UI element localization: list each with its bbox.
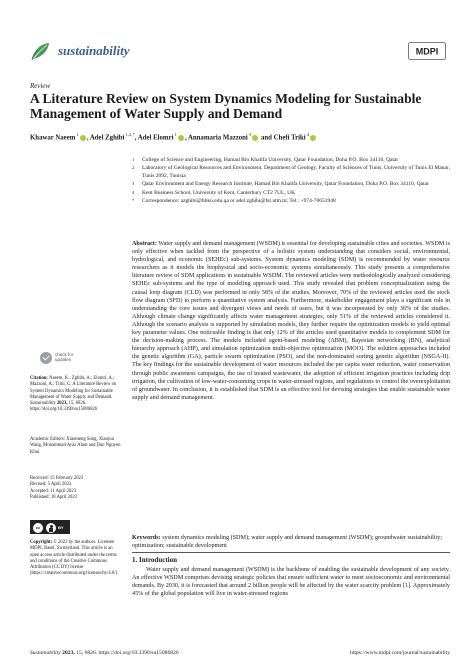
dates-block	[30, 476, 122, 501]
citation-text: Naeem, K.; Zghibi, A.; Elomri, A.; Mazzoni, A.; Triki, C. A Literature Review on System Dynamics Modeling for Sustainable Management of Water Supply and Demand.	[30, 376, 117, 400]
affiliation-number: *	[132, 198, 135, 204]
academic-editors	[30, 437, 122, 456]
footer-url[interactable]: https://www.mdpi.com/journal/sustainability	[349, 650, 450, 656]
editors-label: Academic Editors:	[30, 437, 66, 442]
affiliation-number: 2	[132, 165, 135, 171]
affiliation-item	[132, 198, 452, 205]
citation-year: 2023,	[56, 401, 68, 407]
affiliation-number: 4	[132, 189, 135, 195]
mdpi-logo	[408, 42, 446, 60]
footer-journal: Sustainability	[30, 650, 61, 656]
citation-rest[interactable]: 15, 6826. https://doi.org/10.3390/su15086826	[30, 401, 98, 413]
affiliations	[132, 157, 452, 207]
copyright-label: Copyright:	[30, 540, 53, 545]
abstract-text: Water supply and demand management (WSDM) is essential for developing sustainable cities and societies. WSDM is only effective when tackled from the perspective of a holistic system understanding that considers social, environmental, hydrological, and economic (SEHEc) sub-systems. System dynamics modeling (SDM) is recommended by water resource researchers as it models the biophysical and socio-economic systems simultaneously. This study presents a comprehensive literature review of SDM applications in sustainable WSDM. The reviewed articles were methodologically analyzed considering SEHEc sub-systems and the type of modeling approach used. This study revealed that problem conceptualization using the causal loop diagram (CLD) was performed in only 58% of the studies. Moreover, 70% of the reviewed articles used the stock flow diagram (SFD) to perform a quantitative system analysis. Furthermore, stakeholder engagement plays a significant role in understanding the core issues and divergent views and needs of users, but it was incorporated by only 36% of the studies. Although climate change significantly affects water management strategies, only 51% of the reviewed articles considered it. Although the scenario analysis is supported by simulation models, they further require the optimization models to yield optimal key parameter values. One noticeable finding is that only 12% of the articles used quantitative models to complement SDM for the decision-making process. The models included agent-based modeling (ABM), Bayesian networking (BN), analytical hierarchy approach (AHP), and simulation optimization multi-objective optimization (MOO). The solution approaches included the genetic algorithm (GA), particle swarm optimization (PSO), and the non-dominated sorting genetic algorithm (NSGA-II). The key findings for the sustainable development of water resources included the per capita water reduction, water conservation through public awareness campaigns, the use of treated wastewater, the adoption of efficient irrigation practices including drip irrigation, the cultivation of low-water-consuming crops in water-stressed regions, and regulations to control the overexploitation of groundwater. In conclusion, it is established that SDM is an effective tool for devising strategies that enable sustainable water supply and demand management.	[132, 241, 450, 401]
keywords-text: system dynamics modeling (SDM); water supply and demand management (WSDM); groundwater sustainability; optimization; sustainable development	[132, 535, 443, 550]
received-date: Received: 15 February 2023	[30, 476, 84, 481]
orcid-icon[interactable]	[310, 135, 316, 141]
author-list	[30, 130, 450, 142]
author-affiliation-sup: 1	[173, 132, 177, 137]
affiliation-item	[132, 190, 452, 197]
article-title: A Literature Review on System Dynamics Modeling for Sustainable Management of Water Supply and Demand	[30, 91, 422, 122]
author-separator: ,	[184, 134, 188, 142]
journal-name: sustainability	[58, 43, 130, 58]
author-name: Adel Elomri	[137, 134, 174, 142]
author-name: Chefi Triki	[273, 134, 306, 142]
affiliation-text: Laboratory of Geological Resources and Environment, Department of Geology, Faculty of Sciences of Tunis, University of Tunis El Manar, Tunis 2092, Tunisia	[142, 165, 450, 179]
author-name: Adel Zghibi	[89, 134, 125, 142]
affiliation-text: College of Science and Engineering, Hamad Bin Khalifa University, Qatar Foundation, Doha P.O. Box 34110, Qatar	[142, 157, 399, 163]
author-name: Khawar Naeem	[30, 134, 76, 142]
affiliation-text: Qatar Environment and Energy Research Institute, Hamad Bin Khalifa University, Qatar Foundation, Doha P.O. Box 34110, Qatar	[142, 181, 429, 188]
footer-doi[interactable]: 15, 6826. https://doi.org/10.3390/su15086826	[76, 650, 179, 656]
section-divider	[132, 552, 450, 553]
affiliation-text: Correspondence: azghibi@hbku.edu.qa or adel.zghibi@fst.utm.tn; Tel.: +974-70651948	[142, 198, 336, 205]
citation-label: Citation:	[30, 376, 48, 381]
by-person-icon	[46, 523, 56, 533]
author-name: Annamaria Mazzoni	[187, 134, 248, 142]
author-separator: ,	[134, 134, 138, 142]
keywords-label: Keywords:	[132, 535, 161, 541]
cc-icon: cc	[33, 523, 43, 533]
editors-text: Xiaomeng Song, Xiaojun Wang, Mohammad Ayaz Alam and Dao Nguyen Khoi	[30, 437, 121, 455]
citation-journal: Sustainability	[30, 401, 56, 407]
accepted-date: Accepted: 11 April 2023	[30, 488, 77, 494]
check-for-updates[interactable]	[40, 352, 76, 366]
orcid-icon[interactable]	[252, 135, 258, 141]
check-updates-label: check for updates	[55, 352, 74, 362]
cc-by-license-badge[interactable]	[30, 520, 70, 534]
keywords	[132, 534, 450, 550]
revised-date: Revised: 5 April 2023	[30, 482, 72, 488]
author-separator: and	[259, 134, 274, 142]
cc-label: BY	[58, 525, 64, 530]
orcid-icon[interactable]	[80, 135, 86, 141]
affiliation-number: 3	[132, 181, 135, 187]
copyright-text: © 2023 by the authors. Licensee MDPI, Basel, Switzerland. This article is an open access article distributed under the terms and conditions of the Creative Commons Attribution (CC BY) license (https://creativecommons.org/licenses/by/4.0/).	[30, 540, 119, 577]
copyright-block	[30, 540, 122, 578]
orcid-icon[interactable]	[178, 135, 184, 141]
journal-leaf-icon	[30, 40, 52, 62]
author-affiliation-sup: 4	[305, 132, 310, 137]
author-affiliation-sup: 1,2,*	[124, 132, 135, 137]
author-affiliation-sup: 1	[75, 132, 79, 137]
author-affiliation-sup: 3	[247, 132, 252, 137]
journal-header	[30, 40, 450, 66]
footer-citation	[30, 650, 179, 656]
published-date: Published: 18 April 2023	[30, 494, 78, 500]
affiliation-number: 1	[132, 157, 135, 162]
check-updates-icon	[40, 352, 52, 364]
author-separator: ,	[86, 134, 90, 142]
introduction-text: Water supply and demand management (WSDM) is the backbone of enabling the sustainable development of any society. An effective WSDM comprises devising strategic policies that ensure sufficient water to meet socioeconomic and environmental demands. By 2030, it is forecasted that around 2 billion people will be affected by the water scarcity problem [1]. Approximately 45% of the global population will live in water-stressed regions	[132, 567, 450, 598]
affiliation-item	[132, 165, 452, 180]
footer-year: 2023,	[62, 650, 75, 656]
affiliation-item	[132, 181, 452, 188]
article-type: Review	[30, 82, 51, 90]
section-heading: 1. Introduction	[132, 556, 177, 564]
publisher-name: MDPI	[415, 46, 439, 57]
abstract-label: Abstract:	[132, 241, 157, 247]
abstract	[132, 240, 450, 402]
affiliation-text: Kent Business School, University of Kent, Canterbury CT2 7UL, UK	[142, 189, 296, 196]
citation-block	[30, 376, 122, 414]
affiliation-item	[132, 157, 452, 164]
